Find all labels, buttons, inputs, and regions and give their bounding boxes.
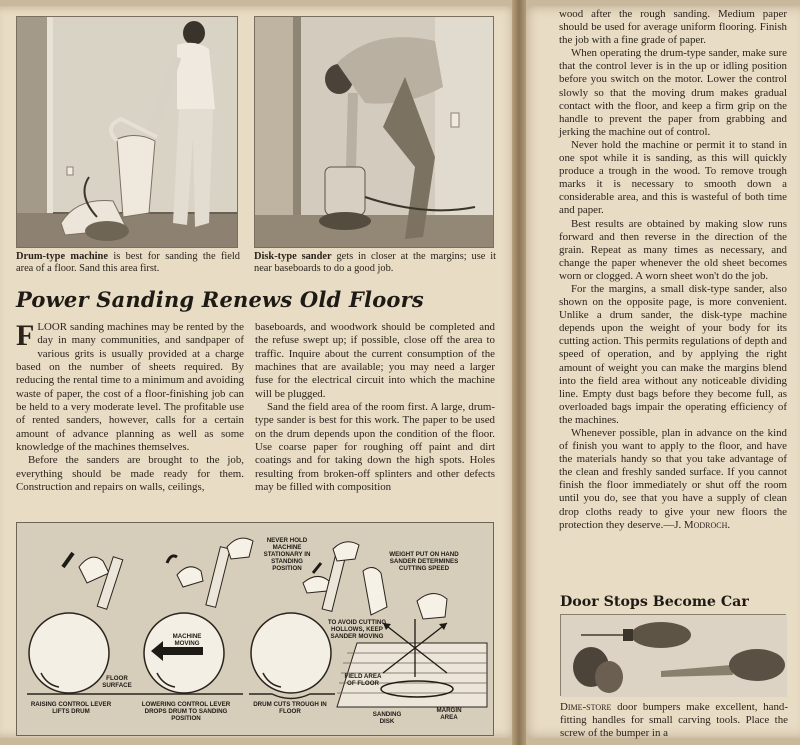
- right-paragraph-5: For the margins, a small disk-type sander, also shown on the opposite page, is more convenient. Unlike a drum sander, the disk-type machine depends upon the weight of your body for its cutting action. This permits regulations of depth and speed of operation, and by applying the right amount of weight you can make the margins blend into the field area without any noticeable dividing line. Empty dust bags before they become full, as overloaded bags impair the operating efficiency of the machines.: [559, 282, 787, 426]
- door-stop-photo: [560, 614, 786, 696]
- right-paragraph-4: Best results are obtained by making slow runs forward and then reverse in the direction of the grain. Repeat as many times as necessary, and change the paper whenever the old sheet becomes worn or clogged. A worn sheet won't do the job.: [559, 217, 787, 282]
- disk-caption-bold: Disk-type sander: [254, 251, 332, 262]
- disk-sander-photo: [254, 16, 494, 248]
- right-paragraph-3: Never hold the machine or permit it to stand in one spot while it is sanding, as this will quickly produce a trough in the wood. To remove trough marks it is necessary to smooth down a considerable area, and this is wasteful of both time and paper.: [559, 138, 787, 217]
- right-page-column: [559, 8, 787, 532]
- paragraph-6-text: Whenever possible, plan in advance on the kind of finish you want to apply to the floor, and have the materials handy so that you take advantage of the clean and freshly sanded surface. If you cannot finish the floor immediately or shut off the room until you do, see that you have a supply of clean drop cloths ready to give your new floors the protection they deserve.: [559, 427, 787, 531]
- article-paragraph-4: Sand the field area of the room first. A large, drum-type sander is best for this work. The paper to be used on the drum depends upon the condition of the floor. Use coarse paper for roughing off paint and dirt coatings and for taking down the high spots. Holes resulting from broken-off splinters and other defects may be filled with composition: [255, 401, 495, 494]
- label-margin-area: MARGIN AREA: [436, 707, 462, 721]
- paragraph-1-text: LOOR sanding machines may be rented by the day in many communities, and sandpaper of various grits is usually provided at a charge based on the number of sheets required. By reducing the rental time to a minimum and avoiding waste of paper, the cost of a floor-finishing job can be held to a very moderate level. The profitable use of rented sanders, however, calls for a certain amount of advance planning as well as some knowledge of the machines themselves.: [16, 321, 244, 454]
- next-article-headline: Door Stops Become Car: [560, 594, 749, 610]
- caption-lead: Dime-store: [560, 701, 612, 713]
- right-paragraph-1: wood after the rough sanding. Medium paper should be used for average uniform flooring. Finish the job with a fine grade of paper.: [559, 8, 787, 47]
- caption-text: door bumpers make excellent, hand-fitting handles for small carving tools. Place the screw of the bumper in a: [560, 701, 788, 739]
- article-paragraph-2: Before the sanders are brought to the job, everything should be made ready for them. Construction and repairs on walls, ceilings,: [16, 454, 244, 494]
- label-avoid-cutting: TO AVOID CUTTING HOLLOWS, KEEP SANDER MOVING: [327, 619, 387, 640]
- article-paragraph-1: [16, 321, 244, 454]
- article-column-1: [16, 321, 244, 494]
- label-machine-moving: MACHINE MOVING: [172, 633, 202, 647]
- right-paragraph-6: [559, 427, 787, 532]
- disk-caption-text: gets in closer at the margins; use it near baseboards to do a good job.: [254, 251, 496, 274]
- label-never-hold: NEVER HOLD MACHINE STATIONARY IN STANDING POSITION: [263, 537, 311, 572]
- drum-sander-photo: [16, 16, 238, 248]
- article-headline: Power Sanding Renews Old Floors: [16, 287, 424, 312]
- label-field-area: FIELD AREA OF FLOOR: [344, 673, 382, 687]
- label-lowering: LOWERING CONTROL LEVER DROPS DRUM TO SANDING POSITION: [141, 701, 231, 722]
- sanding-diagram: [16, 522, 494, 736]
- label-floor-surface: FLOOR SURFACE: [102, 675, 132, 689]
- label-trough: DRUM CUTS TROUGH IN FLOOR: [253, 701, 327, 715]
- label-raising: RAISING CONTROL LEVER LIFTS DRUM: [30, 701, 112, 715]
- article-column-2: [255, 321, 495, 494]
- disk-photo-caption: [254, 251, 496, 275]
- next-article-caption: [560, 701, 788, 740]
- author-byline: —J. Modroch.: [663, 518, 731, 531]
- drum-caption-bold: Drum-type machine: [16, 251, 108, 262]
- page-gutter: [512, 0, 526, 745]
- drum-caption-text: is best for sanding the field area of a floor. Sand this area first.: [16, 251, 240, 274]
- label-sanding-disk: SANDING DISK: [372, 711, 402, 725]
- article-paragraph-3: baseboards, and woodwork should be completed and the refuse swept up; if possible, close off the area to traffic. Inquire about the current consumption of the machines that are available; you may need a larger fuse for the electrical circuit into which the machine will be plugged.: [255, 321, 495, 400]
- right-paragraph-2: When operating the drum-type sander, make sure that the control lever is in the up or idling position before you switch on the motor. Lower the control slowly so that the moving drum makes gradual contact with the floor, and keep a firm grip on the handle to prevent the paper from grabbing and jerking the machine out of control.: [559, 47, 787, 138]
- drum-photo-caption: [16, 251, 240, 275]
- label-weight: WEIGHT PUT ON HAND SANDER DETERMINES CUTTING SPEED: [389, 551, 459, 572]
- drop-cap: F: [16, 319, 35, 352]
